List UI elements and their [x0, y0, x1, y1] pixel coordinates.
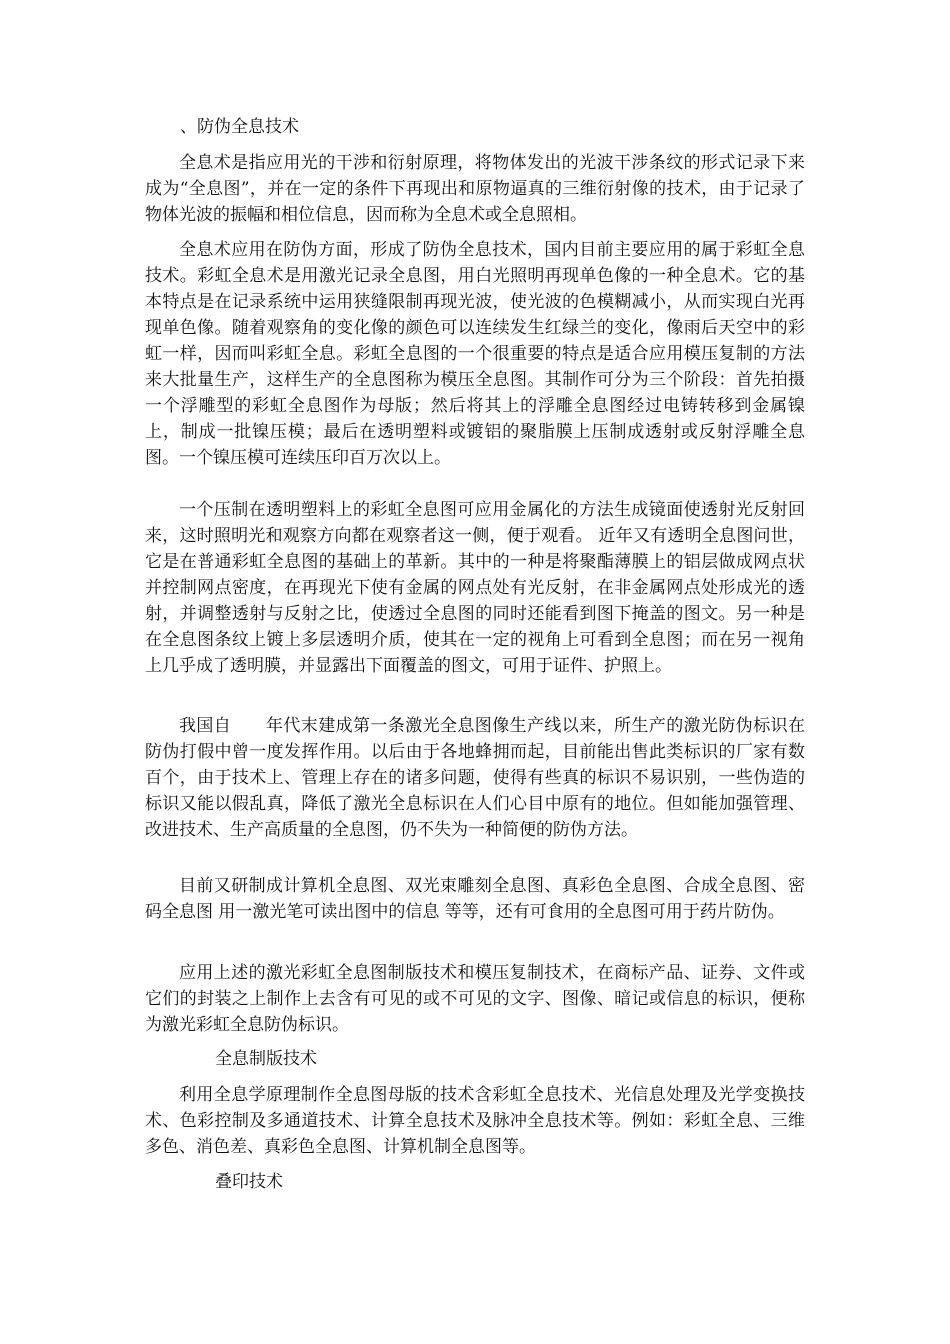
subheading-hologram-mastering: 全息制版技术	[215, 1049, 317, 1069]
section-heading-anti-counterfeit-holography: 、防伪全息技术	[180, 117, 299, 137]
subheading-overprint-technique: 叠印技术	[215, 1172, 283, 1192]
paragraph-mastering-techniques: 利用全息学原理制作全息图母版的技术含彩虹全息技术、光信息处理及光学变换技术、色彩控制及多通道技术、计算全息技术及脉冲全息技术等。例如：彩虹全息、三维多色、消色差、真彩色全息图、计算机制全息图等。	[145, 1085, 805, 1157]
paragraph-new-hologram-types: 目前又研制成计算机全息图、双光束雕刻全息图、真彩色全息图、合成全息图、密码全息图 用一激光笔可读出图中的信息 等等，还有可食用的全息图可用于药片防伪。	[145, 876, 805, 922]
paragraph-domestic-production: 我国自 年代末建成第一条激光全息图像生产线以来，所生产的激光防伪标识在防伪打假中曾一度发挥作用。以后由于各地蜂拥而起，目前能出售此类标识的厂家有数百个，由于技术上、管理上存在的诸多问题，使得有些真的标识不易识别，一些伪造的标识又能以假乱真，降低了激光全息标识在人们心目中原有的地位。但如能加强管理、改进技术、生产高质量的全息图，仍不失为一种简便的防伪方法。	[145, 716, 805, 840]
paragraph-rainbow-holography: 全息术应用在防伪方面，形成了防伪全息技术，国内目前主要应用的属于彩虹全息技术。彩虹全息术是用激光记录全息图，用白光照明再现单色像的一种全息术。它的基本特点是在记录系统中运用狭缝限制再现光波，使光波的色模糊减小，从而实现白光再现单色像。随着观察角的变化像的颜色可以连续发生红绿兰的变化，像雨后天空中的彩虹一样，因而叫彩虹全息。彩虹全息图的一个很重要的特点是适合应用模压复制的方法来大批量生产，这样生产的全息图称为模压全息图。其制作可分为三个阶段：首先拍摄一个浮雕型的彩虹全息图作为母版；然后将其上的浮雕全息图经过电铸转移到金属镍上，制成一批镍压模；最后在透明塑料或镀铝的聚脂膜上压制成透射或反射浮雕全息图。一个镍压模可连续压印百万次以上。	[145, 240, 805, 468]
paragraph-holography-definition: 全息术是指应用光的干涉和衍射原理，将物体发出的光波干涉条纹的形式记录下来成为“全息图”，并在一定的条件下再现出和原物逼真的三维衍射像的技术，由于记录了物体光波的振幅和相位信息，因而称为全息术或全息照相。	[145, 153, 805, 225]
paragraph-laser-rainbow-label: 应用上述的激光彩虹全息图制版技术和模压复制技术，在商标产品、证券、文件或它们的封装之上制作上去含有可见的或不可见的文字、图像、暗记或信息的标识，便称为激光彩虹全息防伪标识。	[145, 963, 805, 1035]
paragraph-transparent-hologram: 一个压制在透明塑料上的彩虹全息图可应用金属化的方法生成镜面使透射光反射回来，这时照明光和观察方向都在观察者这一侧，便于观看。 近年又有透明全息图问世，它是在普通彩虹全息图的基础上的革新。其中的一种是将聚酯薄膜上的铝层做成网点状并控制网点密度，在再现光下使有金属的网点处有光反射，在非金属网点处形成光的透射，并调整透射与反射之比，使透过全息图的同时还能看到图下掩盖的图文。另一种是在全息图条纹上镀上多层透明介质，使其在一定的视角上可看到全息图；而在另一视角上几乎成了透明膜，并显露出下面覆盖的图文，可用于证件、护照上。	[145, 500, 805, 676]
